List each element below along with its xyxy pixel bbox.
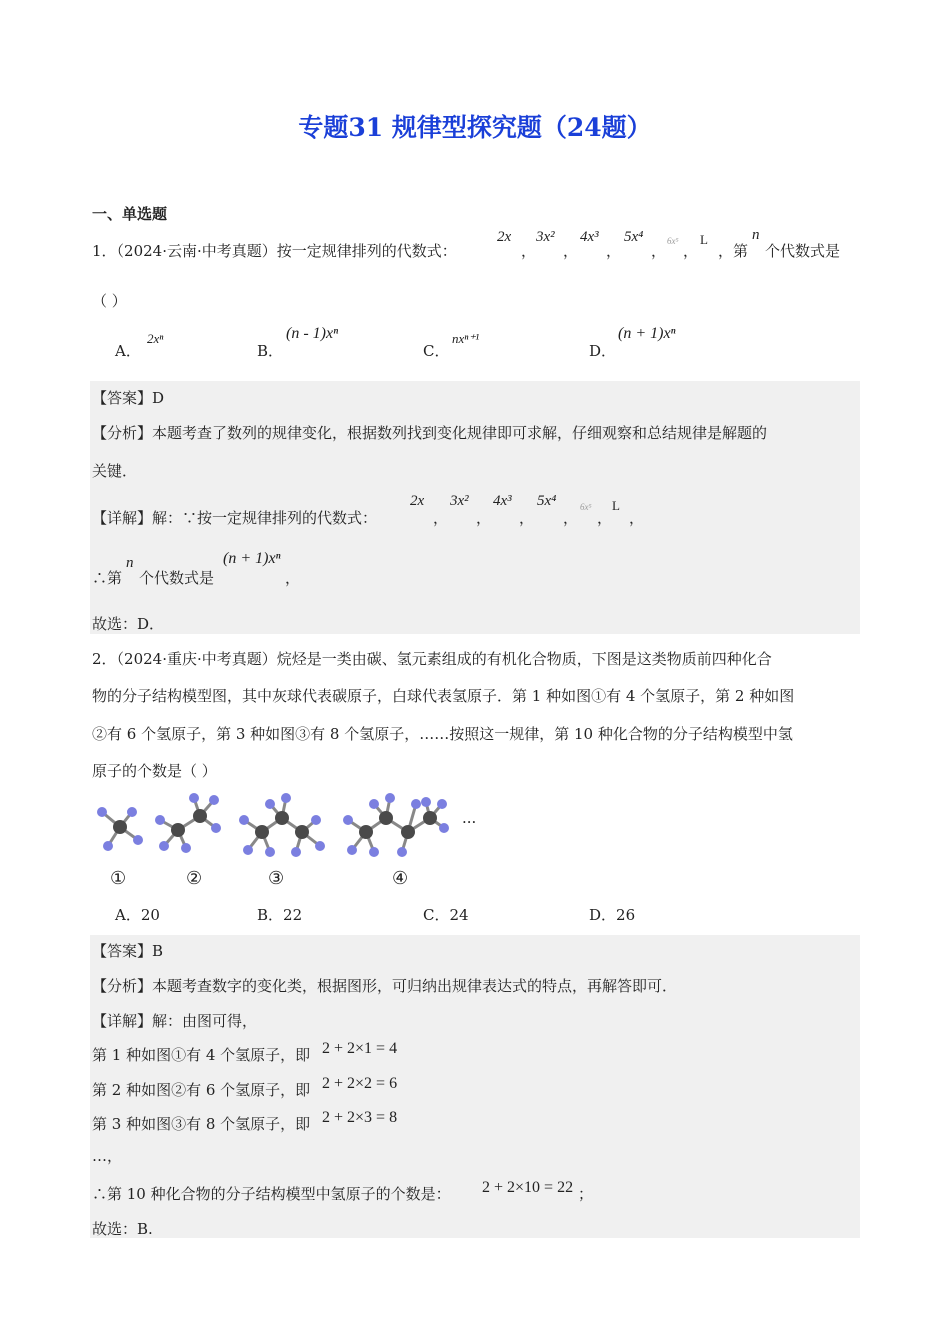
q2-option-d: D．26 bbox=[589, 906, 636, 924]
q2-choice: 故选：B. bbox=[92, 1220, 153, 1238]
figure-label: ④ bbox=[392, 868, 409, 889]
molecule-3 bbox=[239, 793, 325, 857]
q1-answer: 【答案】D bbox=[92, 389, 165, 407]
q1-option-c: C． bbox=[423, 342, 450, 360]
q2-option-b: B．22 bbox=[257, 906, 303, 924]
q1-term: L bbox=[700, 232, 708, 247]
q1-detail: 【详解】解：∵按一定规律排列的代数式： bbox=[92, 509, 378, 527]
molecule-figures bbox=[90, 790, 490, 865]
q2-answer: 【答案】B bbox=[92, 942, 164, 960]
q1-term: 5x⁴ bbox=[624, 229, 644, 245]
q2-row: 第 1 种如图①有 4 个氢原子，即 bbox=[92, 1046, 311, 1064]
q2-stem-line: 2．（2024·重庆·中考真题）烷烃是一类由碳、氢元素组成的有机化合物质，下图是这类物质前四种化合 bbox=[92, 650, 772, 668]
molecule-2 bbox=[155, 793, 221, 853]
q2-stem-line: ②有 6 个氢原子，第 3 种如图③有 8 个氢原子，……按照这一规律，第 10 种化合物的分子结构模型中氢 bbox=[92, 725, 793, 743]
q1-option-d: D． bbox=[589, 342, 617, 360]
q1-option-a: A． bbox=[115, 342, 141, 360]
section-heading: 一、单选题 bbox=[92, 205, 168, 223]
figure-label: ① bbox=[110, 868, 127, 889]
q2-conclusion: ∴第 10 种化合物的分子结构模型中氢原子的个数是： bbox=[92, 1185, 451, 1203]
q1-term: 6x⁵ bbox=[667, 236, 679, 246]
q2-stem-line: 原子的个数是（ ） bbox=[92, 762, 217, 780]
q2-stem-line: 物的分子结构模型图，其中灰球代表碳原子，白球代表氢原子．第 1 种如图①有 4 个氢原子，第 2 种如图 bbox=[92, 687, 795, 705]
q2-row: 第 2 种如图②有 6 个氢原子，即 bbox=[92, 1081, 311, 1099]
page-title: 专题31 规律型探究题（24题） bbox=[298, 113, 652, 142]
q2-option-c: C．24 bbox=[423, 906, 469, 924]
q2-detail: 【详解】解：由图可得， bbox=[92, 1012, 258, 1030]
q1-term: 2x bbox=[497, 229, 512, 245]
q1-analysis: 【分析】本题考查了数列的规律变化，根据数列找到变化规律即可求解，仔细观察和总结规律是解题的 bbox=[92, 424, 768, 442]
q1-stem: 1．（2024·云南·中考真题）按一定规律排列的代数式： bbox=[92, 242, 457, 260]
q1-term: 4x³ bbox=[580, 229, 599, 245]
q1-paren: （ ） bbox=[92, 292, 127, 310]
q1-option-b: B． bbox=[257, 342, 284, 360]
figure-ellipsis: ··· bbox=[462, 813, 477, 831]
figure-label: ③ bbox=[268, 868, 285, 889]
figure-label: ② bbox=[186, 868, 203, 889]
molecule-1 bbox=[97, 807, 143, 851]
q1-choice: 故选：D． bbox=[92, 615, 165, 633]
q2-row: 第 3 种如图③有 8 个氢原子，即 bbox=[92, 1115, 311, 1133]
molecule-4 bbox=[343, 793, 449, 857]
q1-term: 3x² bbox=[536, 229, 555, 245]
q2-analysis: 【分析】本题考查数字的变化类，根据图形，可归纳出规律表达式的特点，再解答即可． bbox=[92, 977, 678, 995]
q2-option-a: A．20 bbox=[115, 906, 160, 924]
